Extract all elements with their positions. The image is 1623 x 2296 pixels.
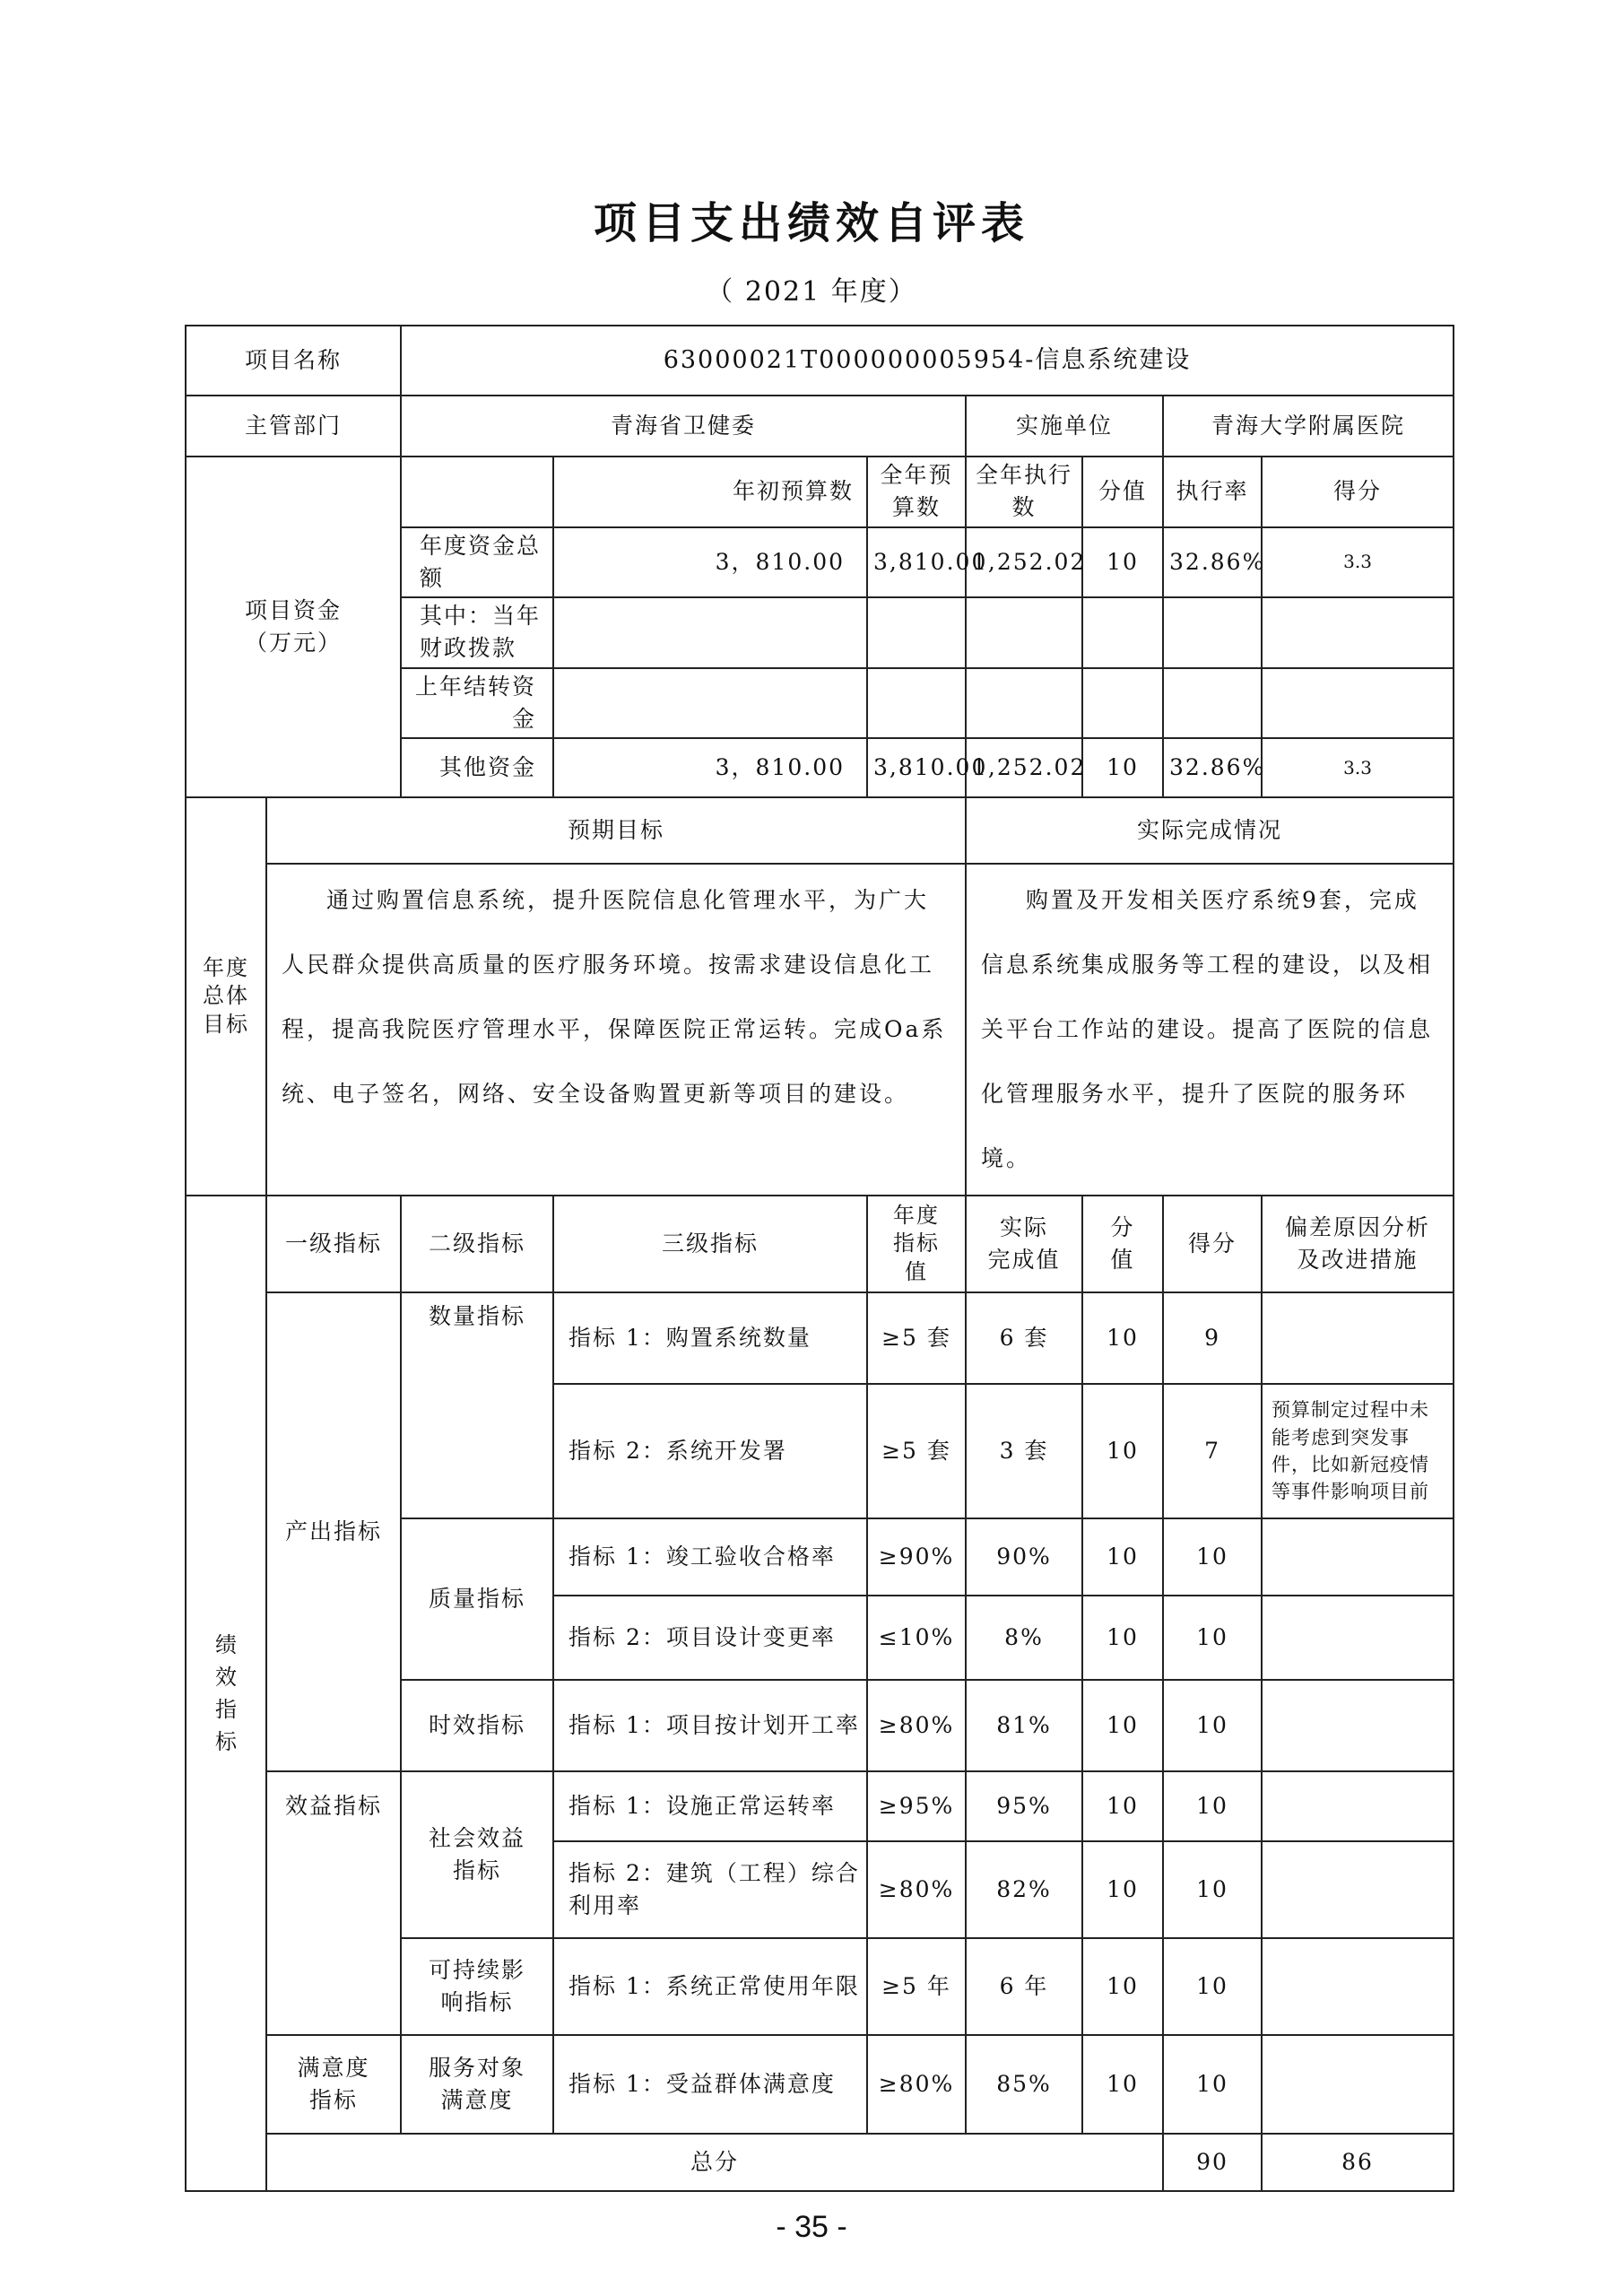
reason-note [1262, 2035, 1454, 2134]
level3-indicator: 指标 2：建筑（工程）综合利用率 [553, 1841, 867, 1938]
page-number: - 35 - [776, 2210, 847, 2244]
funds-row-initial [553, 668, 867, 739]
funds-row-initial: 3，810.00 [553, 527, 867, 598]
funds-row-score [1262, 597, 1454, 668]
reason-note [1262, 1771, 1454, 1841]
header-score: 得分 [1163, 1196, 1262, 1292]
actual-value: 6 套 [966, 1292, 1082, 1384]
level2-quantity: 数量指标 [401, 1292, 553, 1518]
actual-value: 8% [966, 1596, 1082, 1680]
level3-indicator: 指标 2：系统开发署 [553, 1384, 867, 1518]
points-value: 10 [1082, 1771, 1163, 1841]
indicators-section-label-text: 绩效指标 [215, 1632, 239, 1754]
target-value: ≥5 套 [867, 1292, 966, 1384]
funds-row-executed: 1,252.02 [966, 527, 1082, 598]
reason-note [1262, 1680, 1454, 1771]
unit-label: 实施单位 [966, 396, 1163, 457]
funds-row-points: 10 [1082, 527, 1163, 598]
score-value: 10 [1163, 1680, 1262, 1771]
funds-row-name: 上年结转资金 [401, 668, 553, 739]
project-name-value: 63000021T000000005954-信息系统建设 [401, 326, 1454, 396]
header-level2: 二级指标 [401, 1196, 553, 1292]
points-value: 10 [1082, 2035, 1163, 2134]
funds-row-name: 年度资金总额 [401, 527, 553, 598]
level1-satisfaction [266, 2035, 401, 2134]
level1-satisfaction-line1: 满意度 [297, 2054, 370, 2081]
actual-value: 82% [966, 1841, 1082, 1938]
unit-value: 青海大学附属医院 [1163, 396, 1454, 457]
target-value: ≥95% [867, 1771, 966, 1841]
score-value: 10 [1163, 1938, 1262, 2035]
header-target-line2: 指标 [893, 1231, 941, 1257]
level2-service [401, 2035, 553, 2134]
funds-header-executed: 全年执行数 [966, 457, 1082, 527]
goals-label-line1: 年度 [203, 955, 249, 981]
header-reason [1262, 1196, 1454, 1292]
funds-row-annual [867, 597, 966, 668]
reason-note [1262, 1292, 1454, 1384]
funds-row-executed: 1,252.02 [966, 738, 1082, 797]
score-value: 9 [1163, 1292, 1262, 1384]
level2-timeliness: 时效指标 [401, 1680, 553, 1771]
actual-value: 81% [966, 1680, 1082, 1771]
total-label: 总分 [266, 2134, 1163, 2191]
funds-header-rate: 执行率 [1163, 457, 1262, 527]
actual-value: 3 套 [966, 1384, 1082, 1518]
goals-label [186, 797, 266, 1196]
goals-label-line2: 总体 [203, 983, 249, 1009]
target-value: ≥80% [867, 1841, 966, 1938]
header-level3: 三级指标 [553, 1196, 867, 1292]
points-value: 10 [1082, 1596, 1163, 1680]
header-points-line1: 分 [1110, 1213, 1135, 1240]
goals-expected-header: 预期目标 [266, 797, 966, 864]
level3-indicator: 指标 1：系统正常使用年限 [553, 1938, 867, 2035]
funds-row-rate: 32.86% [1163, 527, 1262, 598]
total-score: 86 [1262, 2134, 1454, 2191]
funds-label-line2: （万元） [245, 630, 343, 656]
funds-row-rate [1163, 597, 1262, 668]
header-points [1082, 1196, 1163, 1292]
header-actual [966, 1196, 1082, 1292]
points-value: 10 [1082, 1518, 1163, 1596]
actual-value: 90% [966, 1518, 1082, 1596]
funds-header-annual: 全年预算数 [867, 457, 966, 527]
points-value: 10 [1082, 1841, 1163, 1938]
funds-row-name: 其他资金 [401, 738, 553, 797]
funds-row-executed [966, 597, 1082, 668]
score-value: 10 [1163, 1596, 1262, 1680]
level3-indicator: 指标 1：项目按计划开工率 [553, 1680, 867, 1771]
document-title: 项目支出绩效自评表 [593, 198, 1029, 248]
header-reason-line1: 偏差原因分析 [1285, 1213, 1431, 1240]
score-value: 10 [1163, 2035, 1262, 2134]
funds-row-score: 3.3 [1262, 738, 1454, 797]
actual-value: 95% [966, 1771, 1082, 1841]
funds-header-score: 得分 [1262, 457, 1454, 527]
target-value: ≥5 套 [867, 1384, 966, 1518]
funds-row-initial [553, 597, 867, 668]
level1-benefit: 效益指标 [266, 1771, 401, 2035]
score-value: 10 [1163, 1771, 1262, 1841]
level3-indicator: 指标 1：竣工验收合格率 [553, 1518, 867, 1596]
funds-row-name: 其中：当年财政拨款 [401, 597, 553, 668]
header-target [867, 1196, 966, 1292]
funds-header-blank [401, 457, 553, 527]
actual-value: 85% [966, 2035, 1082, 2134]
level2-sustain-line1: 可持续影 [429, 1956, 526, 1983]
header-points-line2: 值 [1110, 1247, 1135, 1273]
reason-note [1262, 1938, 1454, 2035]
reason-note [1262, 1841, 1454, 1938]
header-reason-line2: 及改进措施 [1297, 1247, 1419, 1273]
goals-label-line3: 目标 [203, 1011, 249, 1037]
level2-service-line1: 服务对象 [429, 2054, 526, 2081]
reason-note [1262, 1596, 1454, 1680]
funds-row-executed [966, 668, 1082, 739]
level3-indicator: 指标 2：项目设计变更率 [553, 1596, 867, 1680]
indicators-section-label [186, 1196, 266, 2191]
funds-row-initial: 3，810.00 [553, 738, 867, 797]
score-value: 10 [1163, 1841, 1262, 1938]
funds-label-line1: 项目资金 [245, 596, 343, 623]
funds-header-points: 分值 [1082, 457, 1163, 527]
level2-service-line2: 满意度 [440, 2087, 514, 2113]
goals-actual-text: 购置及开发相关医疗系统9套，完成信息系统集成服务等工程的建设，以及相关平台工作站的建设。提高了医院的信息化管理服务水平，提升了医院的服务环境。 [966, 864, 1454, 1196]
header-target-line3: 值 [905, 1258, 929, 1284]
funds-row-points: 10 [1082, 738, 1163, 797]
level2-social-line1: 社会效益 [429, 1824, 526, 1851]
points-value: 10 [1082, 1292, 1163, 1384]
level2-social-line2: 指标 [453, 1857, 502, 1883]
funds-row-rate [1163, 668, 1262, 739]
funds-row-annual [867, 668, 966, 739]
funds-label [186, 457, 401, 797]
project-name-label: 项目名称 [186, 326, 401, 396]
level2-sustainability [401, 1938, 553, 2035]
dept-label: 主管部门 [186, 396, 401, 457]
score-value: 10 [1163, 1518, 1262, 1596]
funds-row-score: 3.3 [1262, 527, 1454, 598]
points-value: 10 [1082, 1938, 1163, 2035]
points-value: 10 [1082, 1384, 1163, 1518]
target-value: ≥80% [867, 1680, 966, 1771]
funds-row-score [1262, 668, 1454, 739]
level2-social [401, 1771, 553, 1938]
header-level1: 一级指标 [266, 1196, 401, 1292]
actual-value: 6 年 [966, 1938, 1082, 2035]
funds-row-annual: 3,810.00 [867, 527, 966, 598]
total-points: 90 [1163, 2134, 1262, 2191]
goals-actual-header: 实际完成情况 [966, 797, 1454, 864]
target-value: ≤10% [867, 1596, 966, 1680]
funds-header-initial: 年初预算数 [553, 457, 867, 527]
funds-row-points [1082, 597, 1163, 668]
target-value: ≥5 年 [867, 1938, 966, 2035]
header-actual-line1: 实际 [1000, 1213, 1049, 1240]
header-actual-line2: 完成值 [987, 1247, 1061, 1273]
level2-sustain-line2: 响指标 [440, 1989, 514, 2015]
funds-row-rate: 32.86% [1163, 738, 1262, 797]
document-subtitle: （ 2021 年度） [706, 276, 917, 308]
performance-evaluation-table [185, 325, 1454, 2192]
funds-row-points [1082, 668, 1163, 739]
level3-indicator: 指标 1：设施正常运转率 [553, 1771, 867, 1841]
reason-note: 预算制定过程中未能考虑到突发事件，比如新冠疫情等事件影响项目前 [1262, 1384, 1454, 1518]
goals-expected-text: 通过购置信息系统，提升医院信息化管理水平，为广大人民群众提供高质量的医疗服务环境。按需求建设信息化工程，提高我院医疗管理水平，保障医院正常运转。完成Oa系统、电子签名，网络、安全设备购置更新等项目的建设。 [266, 864, 966, 1196]
level3-indicator: 指标 1：购置系统数量 [553, 1292, 867, 1384]
score-value: 7 [1163, 1384, 1262, 1518]
level2-quality: 质量指标 [401, 1518, 553, 1680]
level1-satisfaction-line2: 指标 [309, 2087, 359, 2113]
level1-output: 产出指标 [266, 1292, 401, 1771]
target-value: ≥90% [867, 1518, 966, 1596]
points-value: 10 [1082, 1680, 1163, 1771]
level3-indicator: 指标 1：受益群体满意度 [553, 2035, 867, 2134]
funds-row-annual: 3,810.00 [867, 738, 966, 797]
dept-value: 青海省卫健委 [401, 396, 966, 457]
reason-note [1262, 1518, 1454, 1596]
target-value: ≥80% [867, 2035, 966, 2134]
header-target-line1: 年度 [893, 1203, 941, 1229]
